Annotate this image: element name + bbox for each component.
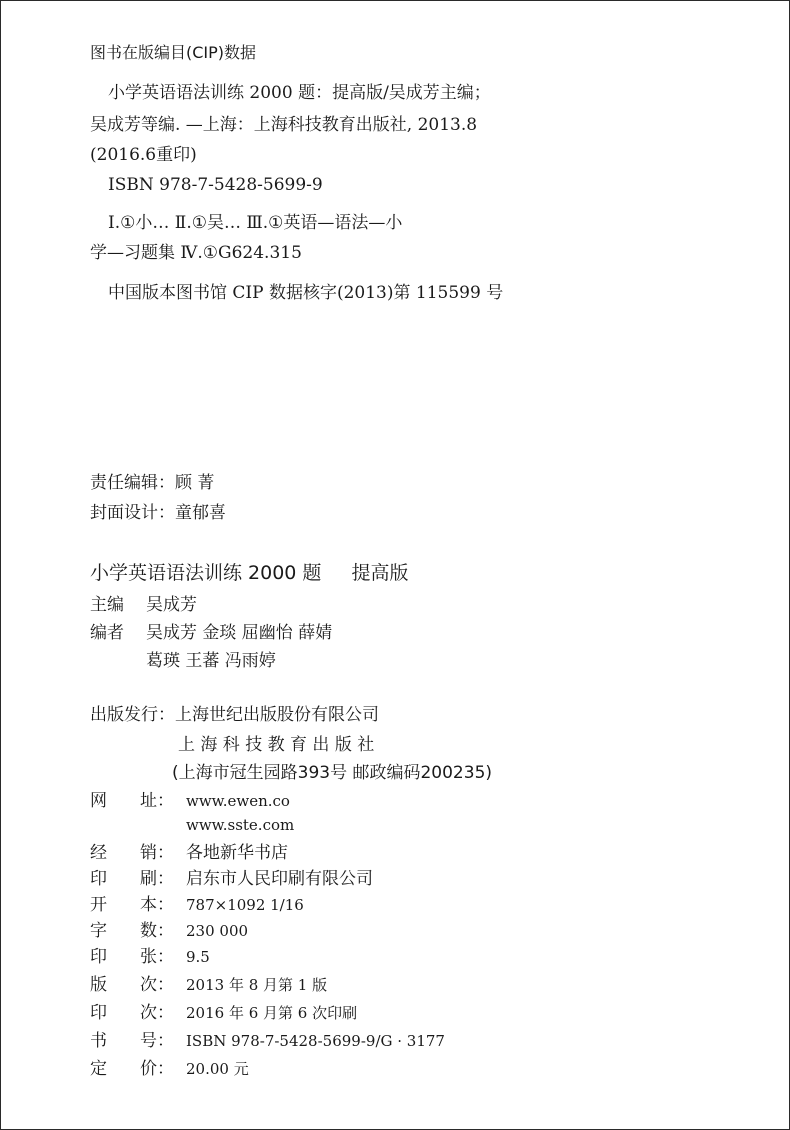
editors-names-1: 吴成芳 金琰 屈幽怡 薛婧 [146, 623, 333, 643]
book-edition: 提高版 [351, 562, 409, 584]
info-row-price [90, 1058, 249, 1080]
info-value: 230 000 [186, 922, 249, 940]
info-label: 书 [90, 1031, 107, 1051]
info-label-2: 次： [140, 975, 174, 995]
editors-label: 编者 [90, 623, 124, 643]
info-row-website [90, 790, 290, 812]
info-label: 定 [90, 1059, 107, 1079]
info-label: 字 [90, 921, 107, 941]
editors-line-2: 葛瑛 王蕃 冯雨婷 [146, 651, 276, 671]
cip-classification-1: Ⅰ.①小… Ⅱ.①吴… Ⅲ.①英语—语法—小 [108, 213, 403, 233]
info-value: 787×1092 1/16 [186, 896, 304, 914]
chief-editor-line [90, 594, 197, 616]
info-row-printer [90, 868, 373, 890]
cip-classification-2: 学—习题集 Ⅳ.①G624.315 [90, 243, 302, 263]
info-label: 印 [90, 1003, 107, 1023]
info-row-word-count [90, 920, 248, 942]
cip-line-3: (2016.6重印) [90, 145, 197, 165]
info-value: 启东市人民印刷有限公司 [186, 869, 373, 889]
cip-verification: 中国版本图书馆 CIP 数据核字(2013)第 115599 号 [108, 283, 504, 303]
info-label-2: 销： [140, 843, 174, 863]
cip-line-2: 吴成芳等编. —上海：上海科技教育出版社, 2013.8 [90, 115, 478, 135]
publisher-label: 出版发行： [90, 705, 175, 725]
credit-cover-design: 封面设计：童郁喜 [90, 503, 226, 523]
info-label: 印 [90, 869, 107, 889]
info-label-2: 刷： [140, 869, 174, 889]
info-value: 2013 年 8 月第 1 版 [186, 976, 328, 994]
info-value: 2016 年 6 月第 6 次印刷 [186, 1004, 358, 1022]
info-label: 网 [90, 791, 107, 811]
info-label-2: 号： [140, 1031, 174, 1051]
info-label-2: 本： [140, 895, 174, 915]
book-title-line [90, 562, 408, 584]
info-row-format [90, 894, 304, 916]
info-value: www.ewen.co [186, 792, 290, 810]
publisher-line [90, 704, 379, 726]
info-row-edition [90, 974, 327, 996]
credit-editor: 责任编辑：顾 菁 [90, 473, 215, 493]
info-label: 印 [90, 947, 107, 967]
publisher-address: (上海市冠生园路393号 邮政编码200235) [172, 763, 493, 783]
info-label-2: 张： [140, 947, 174, 967]
info-label-2: 数： [140, 921, 174, 941]
info-value: 20.00 元 [186, 1060, 249, 1078]
info-label-2: 址： [140, 791, 174, 811]
info-label: 开 [90, 895, 107, 915]
chief-editor-name: 吴成芳 [146, 595, 197, 615]
publisher-name: 上海世纪出版股份有限公司 [175, 705, 379, 725]
chief-editor-label: 主编 [90, 595, 124, 615]
cip-heading: 图书在版编目(CIP)数据 [90, 43, 257, 62]
cip-line-1: 小学英语语法训练 2000 题：提高版/吴成芳主编； [108, 83, 491, 103]
info-label: 经 [90, 843, 107, 863]
info-value: ISBN 978-7-5428-5699-9/G · 3177 [186, 1032, 445, 1050]
editors-line-1 [90, 622, 332, 644]
info-row-sheets [90, 946, 210, 968]
info-value: 各地新华书店 [186, 843, 288, 863]
info-row-website-2: www.sste.com [186, 816, 295, 834]
book-title: 小学英语语法训练 2000 题 [90, 562, 322, 584]
info-value: 9.5 [186, 948, 210, 966]
info-label-2: 价： [140, 1059, 174, 1079]
info-row-isbn [90, 1030, 445, 1052]
info-row-distribution [90, 842, 288, 864]
info-label: 版 [90, 975, 107, 995]
info-row-printing [90, 1002, 357, 1024]
info-label-2: 次： [140, 1003, 174, 1023]
cip-isbn: ISBN 978-7-5428-5699-9 [108, 175, 323, 195]
publisher-imprint: 上 海 科 技 教 育 出 版 社 [178, 735, 375, 755]
